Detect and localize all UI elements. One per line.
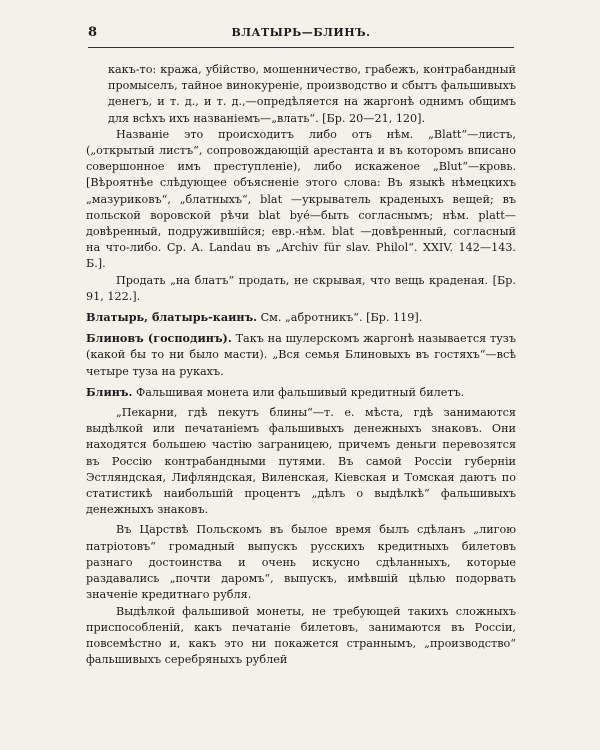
- paragraph-pekarni: „Пекарни, гдѣ пекутъ блины“—т. е. мѣста, гдѣ занимаются выдѣлкой или печатаніемъ фальшивыхъ денежныхъ знаковъ. Они находятся большею частію заграницею, причемъ деньги перевозятся въ Россію контрабандными путями. Въ самой Россіи губерніи Эстляндская, Лифляндская, Виленская, Кіевская и Томская даютъ по статистикѣ наибольшій процентъ „дѣлъ о выдѣлкѣ“ фальшивыхъ денежныхъ знаковъ.: [86, 406, 516, 517]
- paragraph-poland: Въ Царствѣ Польскомъ въ былое время былъ сдѣланъ „лигою патріотовъ“ громадный выпускъ русскихъ кредитныхъ билетовъ разнаго достоинства и очень искусно сдѣланныхъ, которые раздавались „почти даромъ“, выпускъ, имѣвшій цѣлью подорвать значеніе кредитнаго рубля.: [86, 523, 516, 602]
- paragraph-continuation: какъ-то: кража, убійство, мошенничество, грабежъ, контрабандный промыселъ, тайное винокуреніе, производство и сбытъ фальшивыхъ денегъ, и т. д., и т. д.,—опредѣляется на жаргонѣ однимъ общимъ для всѣхъ ихъ названіемъ—„влать“. [Бр. 20—21, 120].: [108, 63, 516, 125]
- entry-headword: Блиновъ (господинъ).: [86, 331, 232, 346]
- body-text: [86, 62, 516, 668]
- paragraph-etymology: Названіе это происходитъ либо отъ нѣм. „Blatt“—листъ, („открытый листъ“, сопровождающій арестанта и въ которомъ вписано совершонное имъ преступленіе), либо искаженое „Blut“—кровь. [Вѣроятнѣе слѣдующее объясненіе этого слова: Въ языкѣ нѣмецкихъ „мазуриковъ“, „блатныхъ“, blat —укрыватель краденыхъ вещей; въ польской воровской рѣчи blat byé—быть согласнымъ; нѣм. platt—довѣренный, подружившійся; евр.-нѣм. blat —довѣренный, согласный на что-либо. Ср. A. Landau въ „Archiv für slav. Philol“. XXIV. 142—143. Б.].: [86, 127, 516, 271]
- entry-headword: Влатырь, блатырь-каинъ.: [86, 310, 258, 325]
- entry-blinov: [86, 330, 516, 380]
- entry-text: Фальшивая монета или фальшивый кредитный билетъ.: [132, 385, 465, 399]
- entry-text: См. „абротникъ“. [Бр. 119].: [257, 311, 423, 325]
- page-number: 8: [88, 25, 98, 40]
- paragraph-coins: Выдѣлкой фальшивой монеты, не требующей такихъ сложныхъ приспособленій, какъ печатаніе билетовъ, занимаются въ Россіи, повсемѣстно и, какъ это ни покажется страннымъ, „производство“ фальшивыхъ серебряныхъ рублей: [86, 604, 516, 667]
- running-header: [88, 25, 514, 48]
- entry-blin: [86, 384, 516, 401]
- header-title: ВЛАТЫРЬ—БЛИНЪ.: [231, 26, 371, 39]
- entry-text: Такъ на шулерскомъ жаргонѣ называется тузъ (какой бы то ни было масти). „Вся семья Блиновыхъ въ гостяхъ“—всѣ четыре туза на рукахъ.: [86, 332, 517, 378]
- paragraph-na-blat: Продать „на блатъ“ продать, не скрывая, что вещь краденая. [Бр. 91, 122.].: [86, 273, 516, 303]
- entry-headword: Блинъ.: [86, 384, 133, 399]
- entry-vlatyr: [86, 309, 516, 326]
